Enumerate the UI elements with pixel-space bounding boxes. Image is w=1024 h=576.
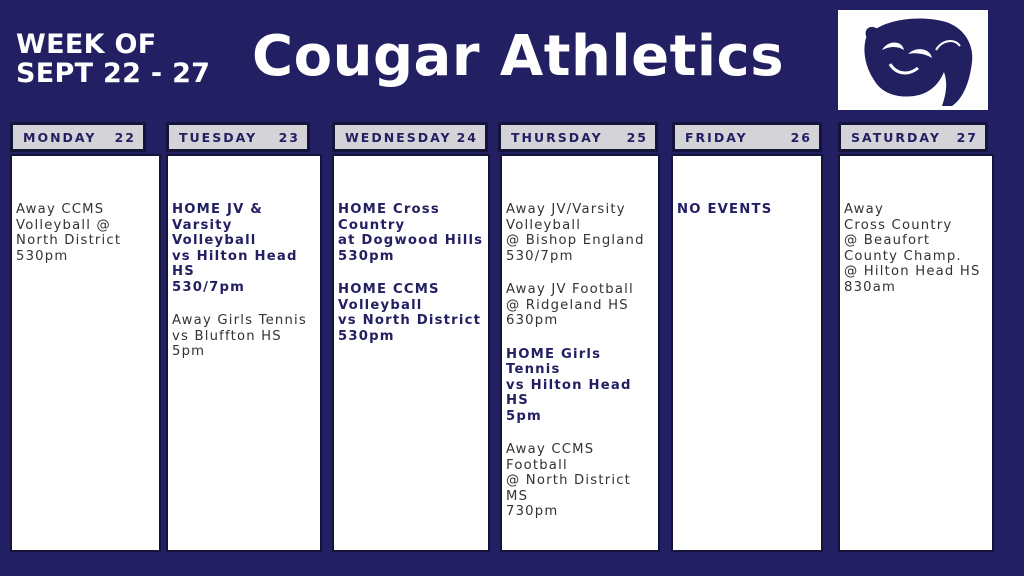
- event-item: Away CCMS Football @ North District MS 730pm: [506, 442, 632, 519]
- day-column-tuesday: [166, 154, 322, 552]
- day-column-monday: [10, 154, 161, 552]
- day-header-wednesday: [332, 122, 488, 152]
- event-item: HOME JV & Varsity Volleyball vs Hilton Head HS 530/7pm: [172, 202, 298, 295]
- event-item: Away JV/Varsity Volleyball @ Bishop England 530/7pm: [506, 202, 645, 264]
- day-date: 22: [114, 129, 136, 145]
- day-date: 23: [278, 129, 300, 145]
- day-name: WEDNESDAY: [345, 129, 452, 145]
- event-item: HOME CCMS Volleyball vs North District 530pm: [338, 282, 482, 344]
- day-date: 26: [790, 129, 812, 145]
- day-column-wednesday: [332, 154, 490, 552]
- week-of-label: [16, 30, 210, 88]
- cougar-logo: [838, 10, 988, 110]
- event-item: NO EVENTS: [677, 202, 773, 217]
- event-item: Away Cross Country @ Beaufort County Champ. @ Hilton Head HS 830am: [844, 202, 981, 295]
- day-header-saturday: [838, 122, 988, 152]
- week-label-line2: SEPT 22 - 27: [16, 58, 211, 89]
- day-date: 24: [456, 129, 478, 145]
- day-name: TUESDAY: [179, 129, 258, 145]
- event-item: Away Girls Tennis vs Bluffton HS 5pm: [172, 313, 307, 359]
- day-date: 25: [626, 129, 648, 145]
- day-name: FRIDAY: [685, 129, 748, 145]
- day-header-friday: [672, 122, 822, 152]
- day-name: THURSDAY: [511, 129, 603, 145]
- event-item: Away JV Football @ Ridgeland HS 630pm: [506, 282, 634, 328]
- page-title: Cougar Athletics: [252, 24, 785, 89]
- day-header-monday: [10, 122, 146, 152]
- day-header-thursday: [498, 122, 658, 152]
- event-item: Away CCMS Volleyball @ North District 530pm: [16, 202, 122, 264]
- day-date: 27: [956, 129, 978, 145]
- day-column-saturday: [838, 154, 994, 552]
- event-item: HOME Girls Tennis vs Hilton Head HS 5pm: [506, 346, 632, 424]
- day-header-tuesday: [166, 122, 310, 152]
- day-name: MONDAY: [23, 129, 97, 145]
- day-column-friday: [671, 154, 823, 552]
- cougar-head-icon: [838, 10, 988, 110]
- day-column-thursday: [500, 154, 660, 552]
- event-item: HOME Cross Country at Dogwood Hills 530pm: [338, 202, 484, 264]
- day-name: SATURDAY: [851, 129, 941, 145]
- week-label-line1: WEEK OF: [16, 29, 157, 60]
